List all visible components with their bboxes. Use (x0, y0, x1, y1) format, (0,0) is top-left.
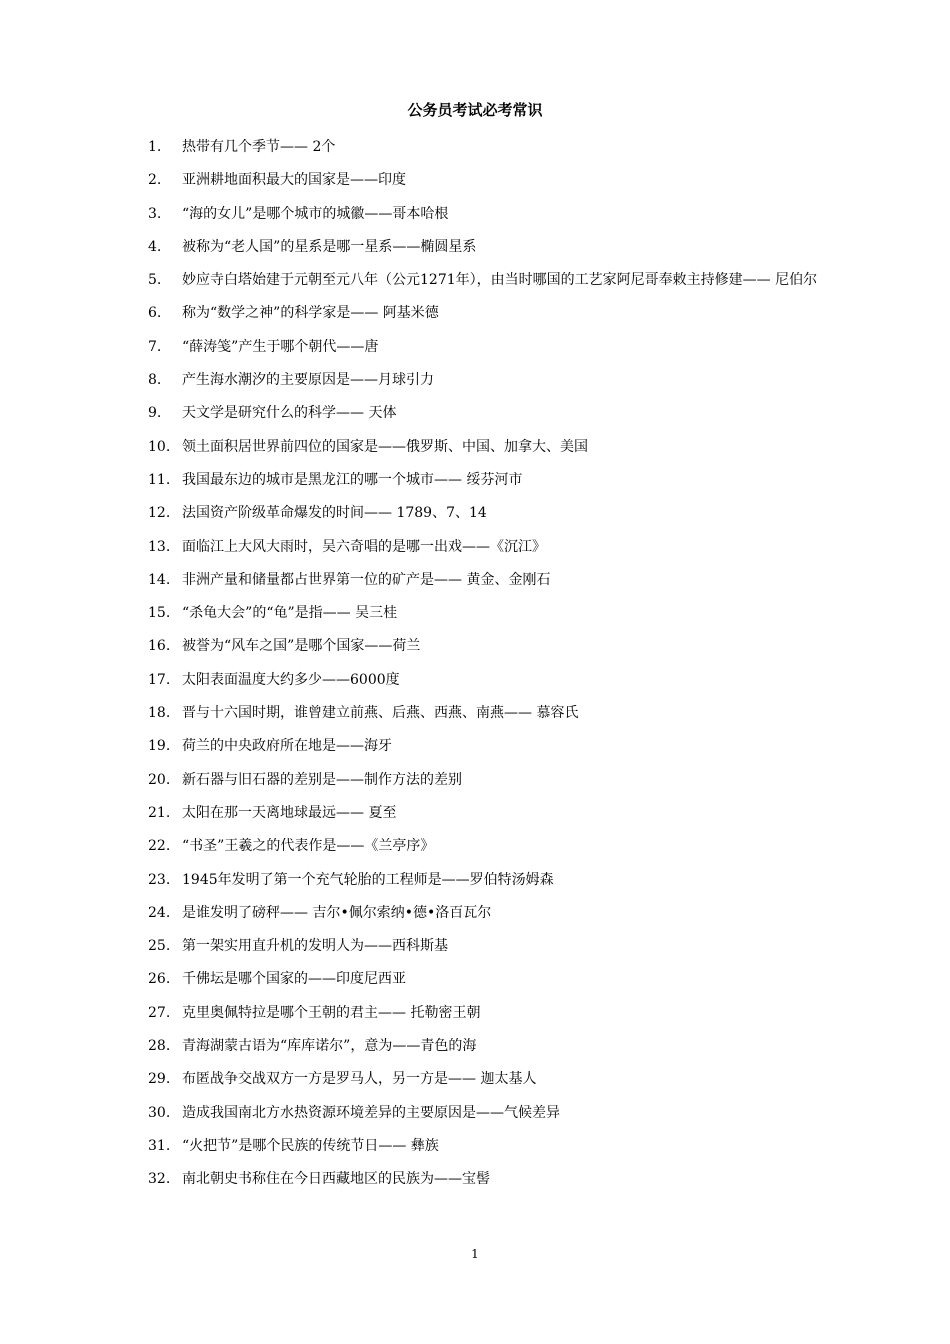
item-number: 2. (148, 172, 162, 189)
item-number: 20. (148, 771, 171, 788)
item-number: 16. (148, 638, 171, 655)
item-text: 称为“数学之神”的科学家是—— 阿基米德 (182, 305, 439, 322)
item-number: 27. (148, 1004, 171, 1021)
item-text: 被称为“老人国”的星系是哪一星系——椭圆星系 (182, 238, 477, 255)
item-number: 18. (148, 705, 171, 722)
list-item (148, 830, 848, 863)
item-number: 11. (148, 471, 171, 488)
list-item (148, 531, 848, 564)
list-item (148, 864, 848, 897)
item-number: 9. (148, 405, 162, 422)
item-text: 面临江上大风大雨时，吴六奇唱的是哪一出戏——《沉江》 (182, 538, 546, 555)
item-text: 第一架实用直升机的发明人为——西科斯基 (182, 938, 448, 955)
item-number: 17. (148, 671, 171, 688)
item-number: 13. (148, 538, 171, 555)
item-text: 妙应寺白塔始建于元朝至元八年（公元1271年），由当时哪国的工艺家阿尼哥奉敕主持修建—— 尼伯尔 (182, 272, 818, 289)
item-text: 我国最东边的城市是黑龙江的哪一个城市—— 绥芬河市 (182, 471, 523, 488)
item-text: “火把节”是哪个民族的传统节日—— 彝族 (182, 1137, 439, 1154)
list-item (148, 231, 848, 264)
list-item (148, 131, 848, 164)
item-number: 14. (148, 571, 171, 588)
item-text: 南北朝史书称住在今日西藏地区的民族为——宝髻 (182, 1171, 490, 1188)
item-number: 23. (148, 871, 171, 888)
item-number: 10. (148, 438, 171, 455)
list-item (148, 431, 848, 464)
item-text: 非洲产量和储量都占世界第一位的矿产是—— 黄金、金刚石 (182, 571, 551, 588)
item-text: 1945年发明了第一个充气轮胎的工程师是——罗伯特汤姆森 (182, 871, 554, 888)
list-item (148, 897, 848, 930)
list-item (148, 1097, 848, 1130)
item-number: 22. (148, 838, 171, 855)
item-text: 布匿战争交战双方一方是罗马人，另一方是—— 迦太基人 (182, 1071, 537, 1088)
list-item (148, 331, 848, 364)
item-number: 3. (148, 205, 162, 222)
list-item (148, 1163, 848, 1196)
item-number: 12. (148, 505, 171, 522)
item-number: 1. (148, 139, 162, 155)
list-item (148, 364, 848, 397)
list-item (148, 198, 848, 231)
list-item (148, 464, 848, 497)
item-text: 荷兰的中央政府所在地是——海牙 (182, 738, 392, 755)
item-number: 26. (148, 971, 171, 988)
list-item (148, 1063, 848, 1096)
item-text: 产生海水潮汐的主要原因是——月球引力 (182, 372, 434, 389)
item-number: 15. (148, 605, 171, 622)
item-number: 24. (148, 904, 171, 921)
list-item (148, 664, 848, 697)
list-item (148, 697, 848, 730)
item-text: 领土面积居世界前四位的国家是——俄罗斯、中国、加拿大、美国 (182, 438, 588, 455)
list-item (148, 1130, 848, 1163)
item-text: 青海湖蒙古语为“库库诺尔”，意为——青色的海 (182, 1038, 477, 1055)
page-number: 1 (471, 1247, 479, 1261)
item-text: 是谁发明了磅秤—— 吉尔•佩尔索纳•德•洛百瓦尔 (182, 904, 492, 921)
item-text: 被誉为“风车之国”是哪个国家——荷兰 (182, 638, 421, 655)
list-item (148, 497, 848, 530)
item-number: 29. (148, 1071, 171, 1088)
item-text: 法国资产阶级革命爆发的时间—— 1789、7、14 (182, 505, 487, 522)
item-text: “海的女儿”是哪个城市的城徽——哥本哈根 (182, 205, 449, 222)
item-text: 晋与十六国时期，谁曾建立前燕、后燕、西燕、南燕—— 慕容氏 (182, 705, 579, 722)
list-item (148, 930, 848, 963)
item-number: 7. (148, 338, 162, 355)
item-text: 热带有几个季节—— 2个 (182, 139, 336, 155)
list-item (148, 597, 848, 630)
item-text: 克里奥佩特拉是哪个王朝的君主—— 托勒密王朝 (182, 1004, 481, 1021)
item-number: 19. (148, 738, 171, 755)
item-number: 5. (148, 272, 162, 289)
list-item (148, 564, 848, 597)
list-item (148, 164, 848, 197)
list-item (148, 997, 848, 1030)
list-item (148, 630, 848, 663)
item-text: 亚洲耕地面积最大的国家是——印度 (182, 172, 406, 189)
item-number: 31. (148, 1137, 171, 1154)
item-number: 4. (148, 238, 162, 255)
item-text: 太阳在那一天离地球最远—— 夏至 (182, 804, 397, 821)
item-number: 32. (148, 1171, 171, 1188)
item-number: 8. (148, 372, 162, 389)
document-title: 公务员考试必考常识 (407, 101, 543, 119)
item-number: 28. (148, 1038, 171, 1055)
item-text: “杀龟大会”的“龟”是指—— 吴三桂 (182, 605, 398, 622)
list-item (148, 297, 848, 330)
list-item (148, 264, 848, 297)
item-number: 6. (148, 305, 162, 322)
item-text: 千佛坛是哪个国家的——印度尼西亚 (182, 971, 406, 988)
list-item (148, 730, 848, 763)
list-item (148, 963, 848, 996)
item-text: “书圣”王羲之的代表作是——《兰亭序》 (182, 838, 435, 855)
list-item (148, 397, 848, 430)
item-number: 30. (148, 1104, 171, 1121)
list-item (148, 1030, 848, 1063)
item-text: “薛涛笺”产生于哪个朝代——唐 (182, 338, 379, 355)
item-text: 造成我国南北方水热资源环境差异的主要原因是——气候差异 (182, 1104, 560, 1121)
list-item (148, 797, 848, 830)
item-text: 天文学是研究什么的科学—— 天体 (182, 405, 397, 422)
list-item (148, 764, 848, 797)
question-list (148, 131, 848, 1197)
item-number: 25. (148, 938, 171, 955)
item-text: 太阳表面温度大约多少——6000度 (182, 671, 400, 688)
item-number: 21. (148, 804, 171, 821)
item-text: 新石器与旧石器的差别是——制作方法的差别 (182, 771, 462, 788)
